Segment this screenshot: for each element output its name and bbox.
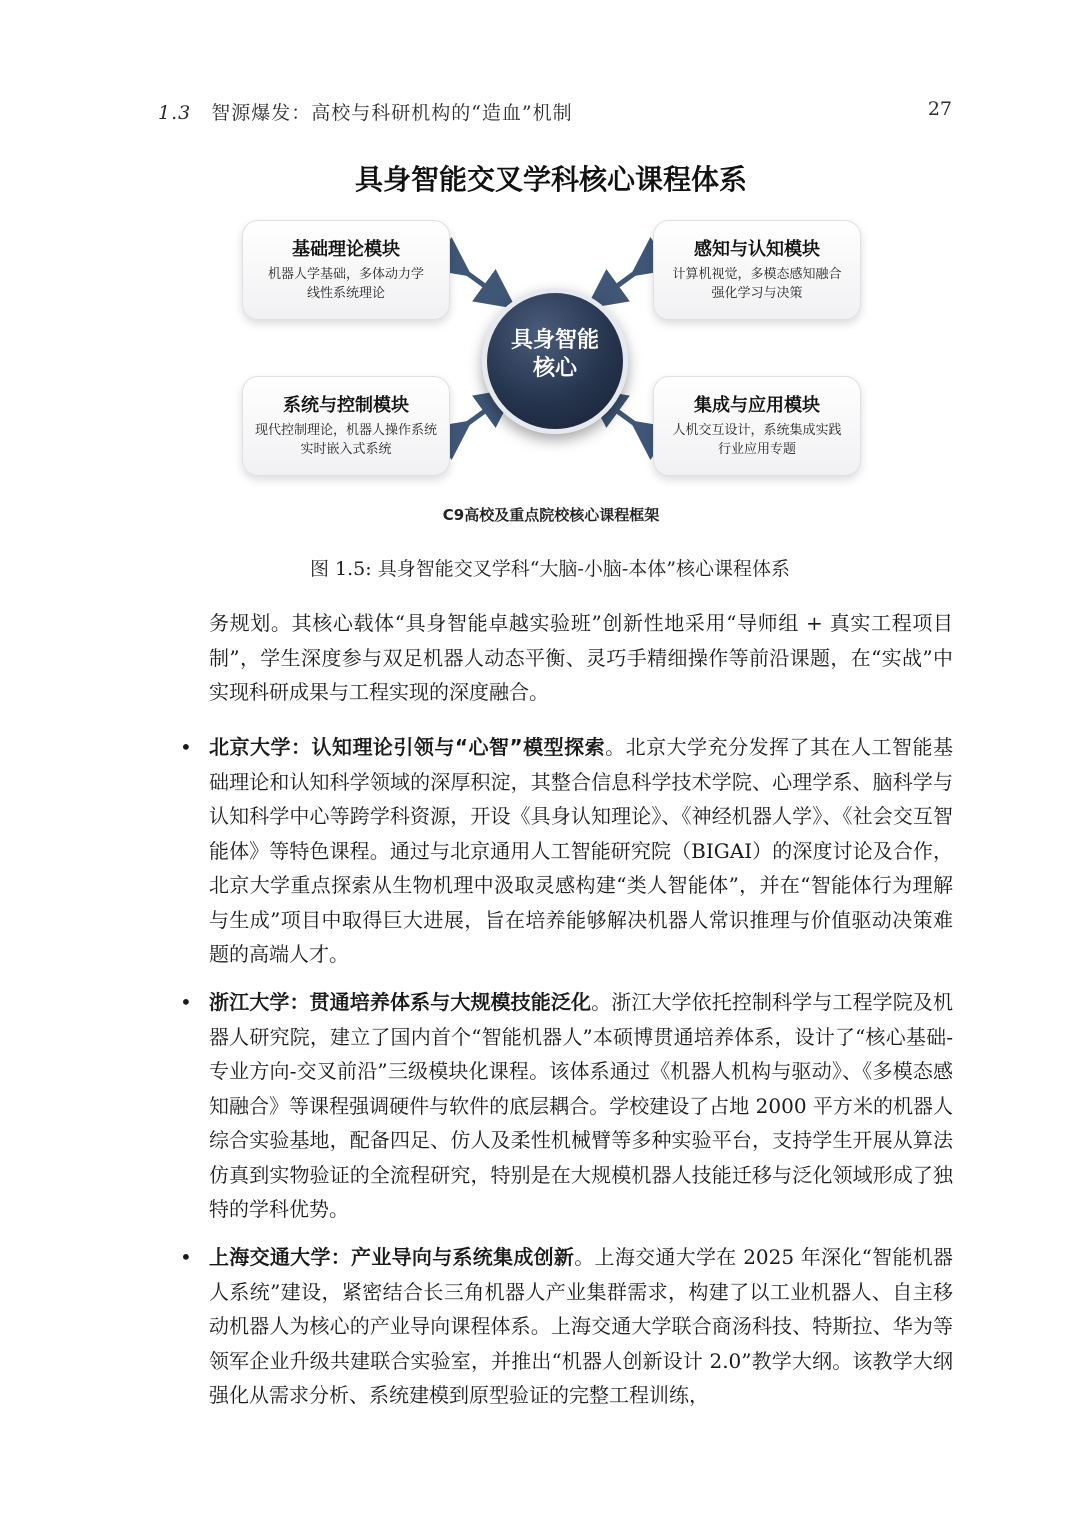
module-integration-application (653, 376, 861, 476)
figure-caption: 图 1.5: 具身智能交叉学科“大脑-小脑-本体”核心课程体系 (310, 558, 790, 580)
module-line: 线性系统理论 (306, 286, 385, 301)
module-line: 行业应用专题 (717, 442, 796, 457)
module-basic-theory (242, 220, 450, 320)
arrow-bottom-left (456, 400, 500, 432)
module-title: 系统与控制模块 (283, 395, 409, 416)
running-head (158, 98, 952, 130)
module-title: 感知与认知模块 (694, 239, 820, 260)
bullet-icon: • (180, 990, 192, 1014)
list-item-lead: 上海交通大学：产业导向与系统集成创新 (209, 1245, 575, 1269)
module-title: 集成与应用模块 (694, 395, 820, 416)
module-line: 强化学习与决策 (711, 286, 803, 301)
section-title: 智源爆发：高校与科研机构的“造血”机制 (211, 102, 573, 124)
arrow-top-left (456, 265, 500, 297)
module-line: 现代控制理论，机器人操作系统 (254, 423, 437, 438)
list-item-body: 。上海交通大学在 2025 年深化“智能机器人系统”建设，紧密结合长三角机器人产业集群需求，构建了以工业机器人、自主移动机器人为核心的产业导向课程体系。上海交通大学联合商汤科技、特斯拉、华为等领军企业升级共建联合实验室，并推出“机器人创新设计 2.0”教学大纲。该教学大纲强化从需求分析、系统建模到原型验证的完整工程训练， (209, 1245, 954, 1407)
module-line: 机器人学基础，多体动力学 (267, 267, 424, 282)
figure-title: 具身智能交叉学科核心课程体系 (354, 163, 747, 196)
list-item (180, 985, 953, 1227)
list-item (180, 730, 953, 972)
list-item-lead: 北京大学：认知理论引领与“心智”模型探索 (209, 735, 606, 759)
list-item-text (209, 1240, 953, 1413)
list-item-text (209, 985, 953, 1227)
module-title: 基础理论模块 (292, 239, 400, 260)
module-line: 人机交互设计，系统集成实践 (672, 423, 842, 438)
core-label-line2: 核心 (532, 356, 577, 381)
section-number: 1.3 (158, 102, 192, 124)
module-line: 实时嵌入式系统 (300, 442, 392, 457)
running-head-section (158, 98, 573, 125)
core-label-line1: 具身智能 (510, 328, 599, 353)
list-item-body: 。北京大学充分发挥了其在人工智能基础理论和认知科学领域的深厚积淀，其整合信息科学技术学院、心理学系、脑科学与认知科学中心等跨学科资源，开设《具身认知理论》、《神经机器人学》、《社会交互智能体》等特色课程。通过与北京通用人工智能研究院（BIGAI）的深度讨论及合作，北京大学重点探索从生物机理中汲取灵感构建“类人智能体”，并在“智能体行为理解与生成”项目中取得巨大进展，旨在培养能够解决机器人常识推理与价值驱动决策难题的高端人才。 (209, 735, 953, 966)
bullet-icon: • (180, 1245, 192, 1269)
list-item-lead: 浙江大学：贯通培养体系与大规模技能泛化 (209, 990, 592, 1014)
arrow-top-right (602, 265, 646, 297)
page-number: 27 (927, 98, 952, 120)
paragraph-continuation: 务规划。其核心载体“具身智能卓越实验班”创新性地采用“导师组 + 真实工程项目制”，学生深度参与双足机器人动态平衡、灵巧手精细操作等前沿课题，在“实战”中实现科研成果与工程实现的深度融合。 (209, 611, 953, 704)
bullet-icon: • (180, 735, 192, 759)
module-line: 计算机视觉，多模态感知融合 (672, 267, 842, 282)
module-perception-cognition (653, 220, 861, 320)
list-item-body: 。浙江大学依托控制科学与工程学院及机器人研究院，建立了国内首个“智能机器人”本硕博贯通培养体系，设计了“核心基础-专业方向-交叉前沿”三级模块化课程。该体系通过《机器人机构与驱动》、《多模态感知融合》等课程强调硬件与软件的底层耦合。学校建设了占地 2000 平方米的机器人综合实验基地，配备四足、仿人及柔性机械臂等多种实验平台，支持学生开展从算法仿真到实物验证的全流程研究，特别是在大规模机器人技能迁移与泛化领域形成了独特的学科优势。 (209, 990, 954, 1221)
list-item (180, 1240, 953, 1413)
module-system-control (242, 376, 450, 476)
figure-course-system (234, 142, 868, 532)
list-item-text (209, 730, 953, 972)
core-circle (482, 288, 628, 434)
figure-subtitle: C9高校及重点院校核心课程框架 (442, 506, 660, 524)
